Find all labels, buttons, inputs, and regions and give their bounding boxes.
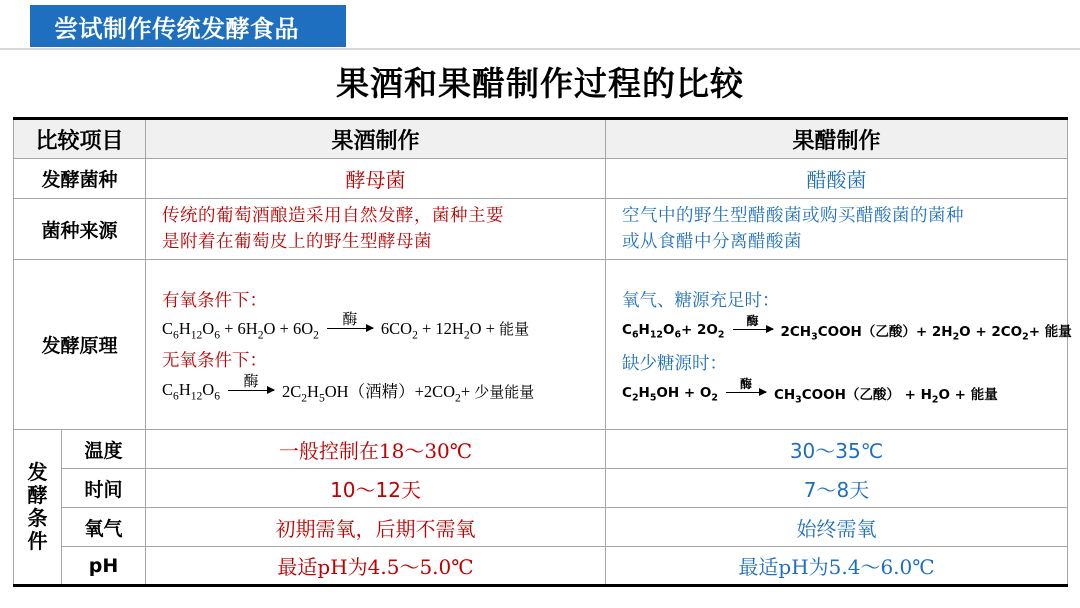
vinegar-cond1-label: 氧气、糖源充足时： [622, 290, 780, 311]
reaction-arrow [228, 374, 274, 391]
wine-equation-aerobic [162, 312, 605, 342]
row-label-principle: 发酵原理 [14, 260, 146, 430]
row-label-oxygen: 氧气 [62, 508, 146, 547]
vinegar-eq1-left: $C_6H_{12}O_6+ 2O_2$ [622, 321, 725, 341]
comparison-table [13, 117, 1072, 587]
wine-principle [146, 260, 606, 430]
col-header-wine: 果酒制作 [146, 119, 606, 159]
vinegar-eq2-right: $CH_3COOH$（乙酸） + $H_2O$ + 能量 [773, 386, 998, 406]
wine-source [146, 199, 606, 260]
table-row [14, 547, 1068, 586]
vinegar-source [606, 199, 1068, 260]
table-row [14, 199, 1068, 260]
row-label-strain: 发酵菌种 [14, 159, 146, 199]
col-header-item: 比较项目 [14, 119, 146, 159]
table-row [14, 469, 1068, 508]
wine-ph: 最适pH为4.5～5.0℃ [146, 547, 606, 586]
vinegar-source-line-1: 空气中的野生型醋酸菌或购买醋酸菌的菌种 [622, 206, 965, 226]
wine-aerobic-label: 有氧条件下： [162, 291, 268, 311]
row-label-ph: pH [62, 547, 146, 586]
catalyst-label: 酶 [342, 312, 358, 328]
vinegar-source-line-2: 或从食醋中分离醋酸菌 [622, 232, 803, 252]
header-tab: 尝试制作传统发酵食品 [30, 5, 346, 47]
reaction-arrow [733, 313, 773, 330]
table-row [14, 508, 1068, 547]
catalyst-label: 酶 [746, 314, 759, 328]
vinegar-temperature: 30～35℃ [606, 430, 1068, 469]
conditions-group-label: 发 酵 条 件 [14, 430, 62, 586]
wine-temperature: 一般控制在18～30℃ [146, 430, 606, 469]
vinegar-eq2-left: $C_2H_5OH + O_2$ [622, 384, 718, 404]
vinegar-equation-1 [622, 314, 1072, 343]
page-title: 果酒和果醋制作过程的比较 [336, 64, 744, 103]
wine-equation-anaerobic [162, 373, 605, 405]
vinegar-strain: 醋酸菌 [606, 159, 1068, 199]
vinegar-equation-2 [622, 377, 1067, 406]
wine-eq1-right: $6CO_2 + 12H_2O$ + 能量 [380, 319, 530, 342]
table-row [14, 159, 1068, 199]
vinegar-principle [606, 260, 1072, 430]
vinegar-time: 7～8天 [606, 469, 1068, 508]
vinegar-oxygen: 始终需氧 [606, 508, 1068, 547]
wine-oxygen: 初期需氧，后期不需氧 [146, 508, 606, 547]
wine-anaerobic-label: 无氧条件下： [162, 351, 268, 371]
wine-eq2-left: $C_6H_{12}O_6$ [162, 380, 220, 403]
col-header-vinegar: 果醋制作 [606, 119, 1068, 159]
row-label-time: 时间 [62, 469, 146, 508]
table-header-row [14, 119, 1068, 159]
reaction-arrow [726, 376, 766, 393]
wine-time: 10～12天 [146, 469, 606, 508]
reaction-arrow [327, 312, 373, 329]
wine-strain: 酵母菌 [146, 159, 606, 199]
row-label-temperature: 温度 [62, 430, 146, 469]
catalyst-label: 酶 [739, 377, 752, 391]
top-divider [0, 48, 1080, 50]
vinegar-eq1-right: $2CH_3COOH$（乙酸）+ $2H_2O + 2CO_2+$ 能量 [780, 323, 1072, 343]
wine-source-line-2: 是附着在葡萄皮上的野生型酵母菌 [162, 232, 433, 252]
wine-eq2-right: $2C_2H_5OH$（酒精）$+2CO_2+$ 少量能量 [281, 382, 535, 405]
table-row [14, 260, 1068, 430]
wine-eq1-left: $C_6H_{12}O_6 + 6H_2O + 6O_2$ [162, 318, 319, 341]
vinegar-ph: 最适pH为5.4～6.0℃ [606, 547, 1068, 586]
table-row [14, 430, 1068, 469]
catalyst-label: 酶 [243, 373, 259, 390]
row-label-source: 菌种来源 [14, 199, 146, 260]
vinegar-cond2-label: 缺少糖源时： [622, 353, 728, 374]
wine-source-line-1: 传统的葡萄酒酿造采用自然发酵，菌种主要 [162, 206, 505, 226]
